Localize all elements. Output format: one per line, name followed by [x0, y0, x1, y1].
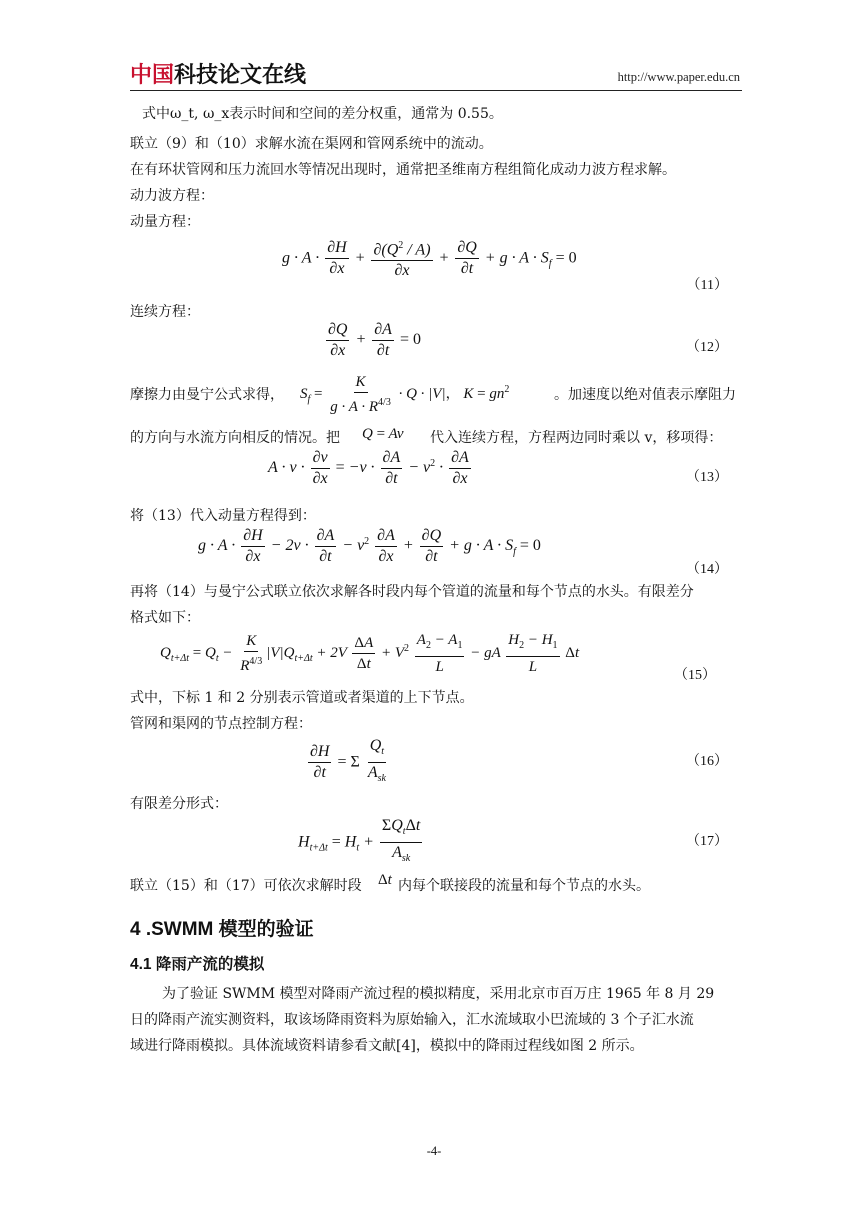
equation-number: （13） [686, 470, 728, 485]
logo-red-part: 中国 [130, 63, 175, 88]
equation-14: g · A · $\frac{\partial H}{\partial x}$ − 2v · $\frac{\partial A}{\partial t}$ − $v^2$ $\frac{\partial A}{\partial x}$ + $\frac{\partial Q}{\partial t}$ + $g \cdot A \cdot S_f = 0$ [198, 527, 541, 565]
equation-number: （17） [686, 834, 728, 849]
equation-number: （15） [674, 668, 716, 683]
inline-formula-q-av: Q = Av [362, 426, 404, 442]
text-line-solve: 联立（15）和（17）可依次求解时段 [130, 878, 362, 894]
equation-number: （14） [686, 562, 728, 577]
text-line: 有限差分形式： [130, 796, 228, 812]
text-line: 式中，下标 1 和 2 分别表示管道或者渠道的上下节点。 [130, 690, 474, 706]
text-line: 管网和渠网的节点控制方程： [130, 716, 312, 732]
equation-number: （11） [686, 278, 728, 293]
text-line-substitute-end: 代入连续方程，方程两边同时乘以 v，移项得： [430, 430, 723, 446]
text-line: 动力波方程： [130, 188, 214, 204]
text-line: 联立（9）和（10）求解水流在渠网和管网系统中的流动。 [130, 136, 493, 152]
equation-17: $H_{t+\Delta t} = H_t$ + $\frac{\Sigma Q_t\Delta t}{A_{sk}}$ [298, 817, 421, 865]
equation-number: （16） [686, 754, 728, 769]
paragraph-line: 日的降雨产流实测资料，取该场降雨资料为原始输入，汇水流域取小巴流域的 3 个子汇水流 [130, 1012, 694, 1028]
manning-text-start: 摩擦力由曼宁公式求得， [130, 387, 284, 403]
equation-number: （12） [686, 340, 728, 355]
text-line-manning [130, 385, 284, 405]
equation-12: $\frac{\partial Q}{\partial x}$ + $\frac{\partial A}{\partial t}$ = 0 [328, 321, 421, 359]
text-line: 在有环状管网和压力流回水等情况出现时，通常把圣维南方程组简化成动力波方程求解。 [130, 162, 676, 178]
text-line-solve-end: 内每个联接段的流量和每个节点的水头。 [398, 878, 650, 894]
equation-16: $\frac{\partial H}{\partial t}$ = Σ $\frac{Q_t}{A_{sk}}$ [310, 737, 386, 785]
text-line-substitute: 的方向与水流方向相反的情况。把 [130, 430, 340, 446]
section-heading-4: 4 .SWMM 模型的验证 [130, 919, 314, 940]
header-url: http://www.paper.edu.cn [617, 70, 740, 84]
text-line-weights: 式中ω_t, ω_x表示时间和空间的差分权重，通常为 0.55。 [142, 106, 503, 122]
paragraph-line: 为了验证 SWMM 模型对降雨产流过程的模拟精度，采用北京市百万庄 1965 年 8 月 29 [162, 986, 715, 1002]
text-line-manning-end: 。加速度以绝对值表示摩阻力 [554, 387, 736, 403]
text-line: 再将（14）与曼宁公式联立依次求解各时段内每个管道的流量和每个节点的水头。有限差分 [130, 584, 694, 600]
text-line: 连续方程： [130, 304, 200, 320]
page-header [130, 56, 742, 91]
paragraph-line: 域进行降雨模拟。具体流域资料请参看文献[4]，模拟中的降雨过程线如图 2 所示。 [130, 1038, 644, 1054]
page-number: -4- [426, 1144, 442, 1158]
subsection-heading-4-1: 4.1 降雨产流的模拟 [130, 956, 265, 973]
text-line: 动量方程： [130, 214, 200, 230]
equation-11: g · A · $\frac{\partial H}{\partial x}$ + $\frac{\partial(Q^2 / A)}{\partial x}$ + $\frac{\partial Q}{\partial t}$ + $g \cdot A \cdot S_f = 0$ [282, 236, 577, 281]
journal-logo [130, 58, 306, 89]
text-line: 将（13）代入动量方程得到： [130, 508, 316, 524]
logo-black-part: 科技论文在线 [174, 63, 307, 88]
text-line: 格式如下： [130, 610, 200, 626]
equation-13: A · v · $\frac{\partial v}{\partial x}$ = −v · $\frac{\partial A}{\partial t}$ − $v^2$ · $\frac{\partial A}{\partial x}$ [268, 449, 469, 487]
equation-15: $Q_{t+\Delta t} = Q_t$ − $\frac{K}{R^{4/3}}$ $|V|Q_{t+\Delta t} + 2V$ $\frac{\Delta A}{\Delta t}$ + $V^2$ $\frac{A_2 - A_1}{L}$ − gA $\frac{H_2 - H_1}{L}$ Δt [160, 632, 580, 675]
manning-formula: $S_f$ = $\frac{K}{g \cdot A \cdot R^{4/3}}$ · Q · |V|， $K = gn^2$ [300, 374, 510, 415]
inline-formula-delta-t: Δt [378, 872, 392, 888]
